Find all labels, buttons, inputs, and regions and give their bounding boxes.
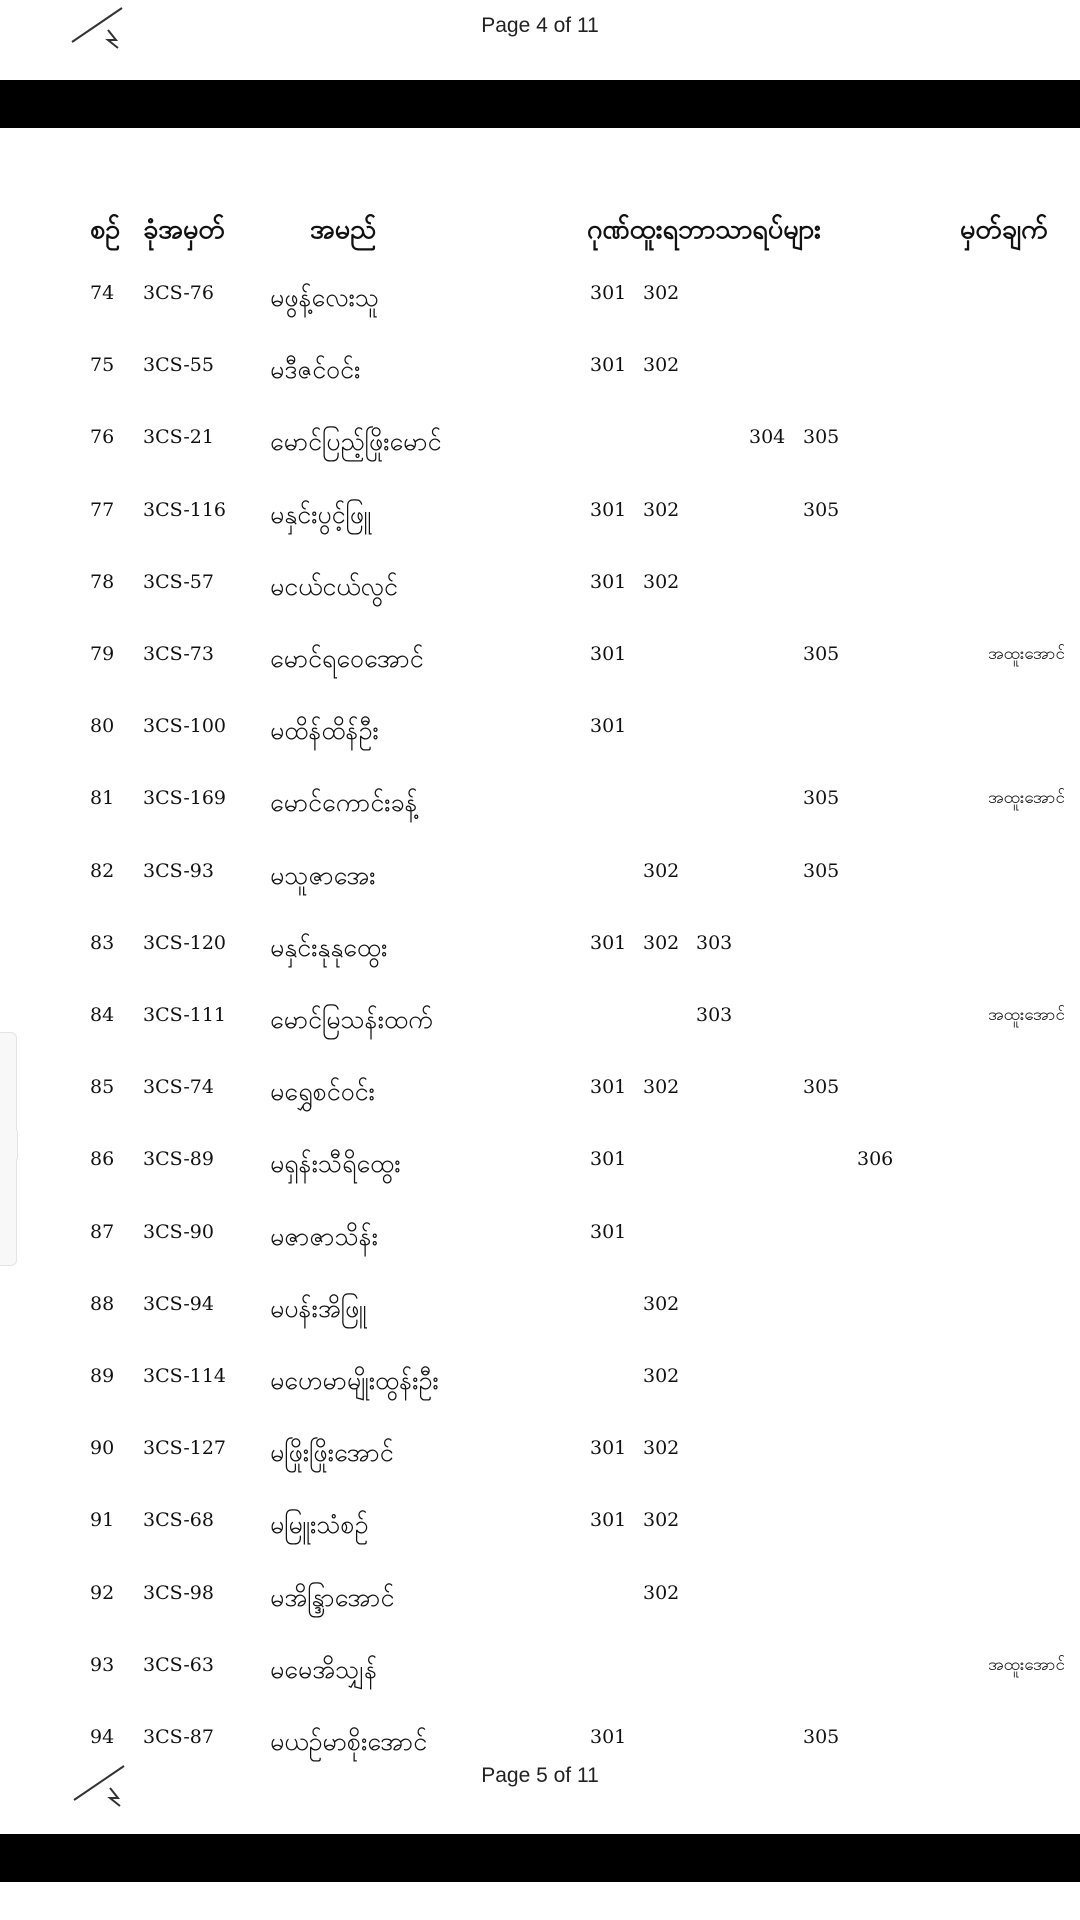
cell-roll: 3CS-87 (143, 1726, 214, 1748)
cell-name: မနှင်းပွင့်ဖြူ (270, 500, 372, 529)
table-row (0, 571, 1080, 611)
cell-remark: အထူးအောင် (988, 644, 1065, 664)
cell-subject-301: 301 (590, 1221, 627, 1243)
cell-name: မဖြိုးဖြိုးအောင် (270, 1438, 394, 1467)
cell-no: 87 (90, 1221, 115, 1243)
cell-no: 91 (90, 1509, 115, 1531)
cell-remark: အထူးအောင် (988, 1005, 1065, 1025)
cell-name: မယဉ်မာစိုးအောင် (270, 1727, 428, 1756)
cell-subject-301: 301 (590, 1076, 627, 1098)
cell-subject-301: 301 (590, 932, 627, 954)
table-row (0, 1654, 1080, 1694)
cell-subject-305: 305 (803, 1726, 840, 1748)
table-row (0, 1221, 1080, 1261)
header-no: စဉ် (90, 214, 121, 245)
cell-no: 78 (90, 571, 115, 593)
cell-roll: 3CS-68 (143, 1509, 214, 1531)
cell-subject-305: 305 (803, 1076, 840, 1098)
cell-no: 81 (90, 787, 115, 809)
cell-subject-305: 305 (803, 499, 840, 521)
table-row (0, 499, 1080, 539)
cell-subject-301: 301 (590, 715, 627, 737)
cell-roll: 3CS-73 (143, 643, 214, 665)
cell-subject-302: 302 (643, 499, 680, 521)
header-remark: မှတ်ချက် (960, 214, 1048, 245)
table-row (0, 1004, 1080, 1044)
table-row (0, 1148, 1080, 1188)
table-row (0, 1076, 1080, 1116)
cell-name: မောင်မြသန်းထက် (270, 1005, 433, 1034)
table-row (0, 1365, 1080, 1405)
cell-subject-305: 305 (803, 860, 840, 882)
page-separator-bar-bottom (0, 1834, 1080, 1882)
table-row (0, 282, 1080, 322)
cell-name: မနှင်းနုနုထွေး (270, 933, 388, 962)
cell-subject-302: 302 (643, 1076, 680, 1098)
cell-name: မမြူးသံစဉ် (270, 1510, 369, 1539)
cell-no: 88 (90, 1293, 115, 1315)
cell-roll: 3CS-94 (143, 1293, 214, 1315)
cell-no: 94 (90, 1726, 115, 1748)
cell-subject-305: 305 (803, 643, 840, 665)
cell-name: မောင်ကောင်းခန့် (270, 788, 418, 817)
cell-no: 93 (90, 1654, 115, 1676)
cell-name: မမေအိသျှန် (270, 1655, 378, 1684)
cell-subject-302: 302 (643, 354, 680, 376)
cell-name: မောင်ရဝေအောင် (270, 644, 424, 673)
cell-remark: အထူးအောင် (988, 1655, 1065, 1675)
table-row (0, 1293, 1080, 1333)
cell-subject-301: 301 (590, 643, 627, 665)
table-row (0, 715, 1080, 755)
header-subjects: ဂုဏ်ထူးရဘာသာရပ်များ (587, 214, 821, 245)
cell-roll: 3CS-111 (143, 1004, 227, 1026)
cell-no: 84 (90, 1004, 115, 1026)
cell-name: မောင်ပြည့်ဖြိုးမောင် (270, 427, 442, 456)
header-name: အမည် (310, 214, 377, 245)
cell-subject-303: 303 (696, 1004, 733, 1026)
cell-name: မဒီဇင်ဝင်း (270, 355, 361, 384)
chevron-right-icon (3, 1131, 18, 1159)
cell-subject-305: 305 (803, 426, 840, 448)
table-row (0, 860, 1080, 900)
cell-name: မအိန္ဒြာအောင် (270, 1583, 395, 1612)
cell-subject-302: 302 (643, 1582, 680, 1604)
cell-subject-301: 301 (590, 571, 627, 593)
table-row (0, 426, 1080, 466)
cell-subject-305: 305 (803, 787, 840, 809)
cell-subject-302: 302 (643, 860, 680, 882)
cell-roll: 3CS-76 (143, 282, 214, 304)
cell-subject-302: 302 (643, 932, 680, 954)
cell-name: မသူဇာအေး (270, 861, 376, 890)
cell-subject-301: 301 (590, 1726, 627, 1748)
cell-no: 75 (90, 354, 115, 376)
table-row (0, 1726, 1080, 1766)
cell-no: 76 (90, 426, 115, 448)
side-panel-handle[interactable] (0, 1032, 17, 1266)
table-row (0, 354, 1080, 394)
cell-roll: 3CS-93 (143, 860, 214, 882)
cell-name: မဟေမာမျိုးထွန်းဦး (270, 1366, 439, 1395)
cell-roll: 3CS-90 (143, 1221, 214, 1243)
page-number-bottom: Page 5 of 11 (481, 1764, 599, 1787)
cell-subject-301: 301 (590, 1148, 627, 1170)
cell-roll: 3CS-100 (143, 715, 227, 737)
cell-no: 92 (90, 1582, 115, 1604)
cell-name: မပန်းအိဖြူ (270, 1294, 367, 1323)
cell-no: 79 (90, 643, 115, 665)
cell-roll: 3CS-120 (143, 932, 227, 954)
cell-roll: 3CS-57 (143, 571, 214, 593)
cell-name: မရွှေစင်ဝင်း (270, 1077, 375, 1106)
cell-subject-301: 301 (590, 354, 627, 376)
header-roll: ခုံအမှတ် (143, 214, 225, 245)
cell-no: 90 (90, 1437, 115, 1459)
table-row (0, 643, 1080, 683)
cell-roll: 3CS-74 (143, 1076, 214, 1098)
cell-roll: 3CS-63 (143, 1654, 214, 1676)
cell-subject-306: 306 (857, 1148, 894, 1170)
cell-no: 74 (90, 282, 115, 304)
cell-subject-302: 302 (643, 1293, 680, 1315)
cell-no: 83 (90, 932, 115, 954)
cell-subject-302: 302 (643, 1437, 680, 1459)
cell-no: 80 (90, 715, 115, 737)
cell-name: မဇာဇာသိန်း (270, 1222, 379, 1251)
table-row (0, 1509, 1080, 1549)
cell-subject-301: 301 (590, 282, 627, 304)
cell-no: 85 (90, 1076, 115, 1098)
cell-no: 86 (90, 1148, 115, 1170)
cell-roll: 3CS-114 (143, 1365, 227, 1387)
table-row (0, 932, 1080, 972)
cell-name: မထိန်ထိန်ဦး (270, 716, 379, 745)
cell-subject-304: 304 (749, 426, 786, 448)
cell-no: 77 (90, 499, 115, 521)
cell-roll: 3CS-89 (143, 1148, 214, 1170)
cell-name: မငယ်ငယ်လွင် (270, 572, 398, 601)
cell-subject-301: 301 (590, 1437, 627, 1459)
table-header (0, 212, 1080, 252)
cell-name: မဖွန့်လေးသူ (270, 283, 380, 312)
cell-subject-302: 302 (643, 282, 680, 304)
cell-roll: 3CS-127 (143, 1437, 227, 1459)
cell-roll: 3CS-169 (143, 787, 227, 809)
cell-subject-302: 302 (643, 1365, 680, 1387)
cell-roll: 3CS-55 (143, 354, 214, 376)
cell-subject-301: 301 (590, 499, 627, 521)
cell-no: 82 (90, 860, 115, 882)
table-row (0, 1582, 1080, 1622)
cell-name: မရှန်းသီရိထွေး (270, 1149, 401, 1178)
cell-subject-301: 301 (590, 1509, 627, 1531)
table-row (0, 1437, 1080, 1477)
cell-roll: 3CS-116 (143, 499, 227, 521)
cell-no: 89 (90, 1365, 115, 1387)
cell-subject-302: 302 (643, 1509, 680, 1531)
cell-roll: 3CS-98 (143, 1582, 214, 1604)
cell-subject-303: 303 (696, 932, 733, 954)
table-row (0, 787, 1080, 827)
cell-roll: 3CS-21 (143, 426, 214, 448)
page-separator-bar-top (0, 80, 1080, 128)
cell-subject-302: 302 (643, 571, 680, 593)
page-number-top: Page 4 of 11 (481, 14, 599, 37)
cell-remark: အထူးအောင် (988, 788, 1065, 808)
